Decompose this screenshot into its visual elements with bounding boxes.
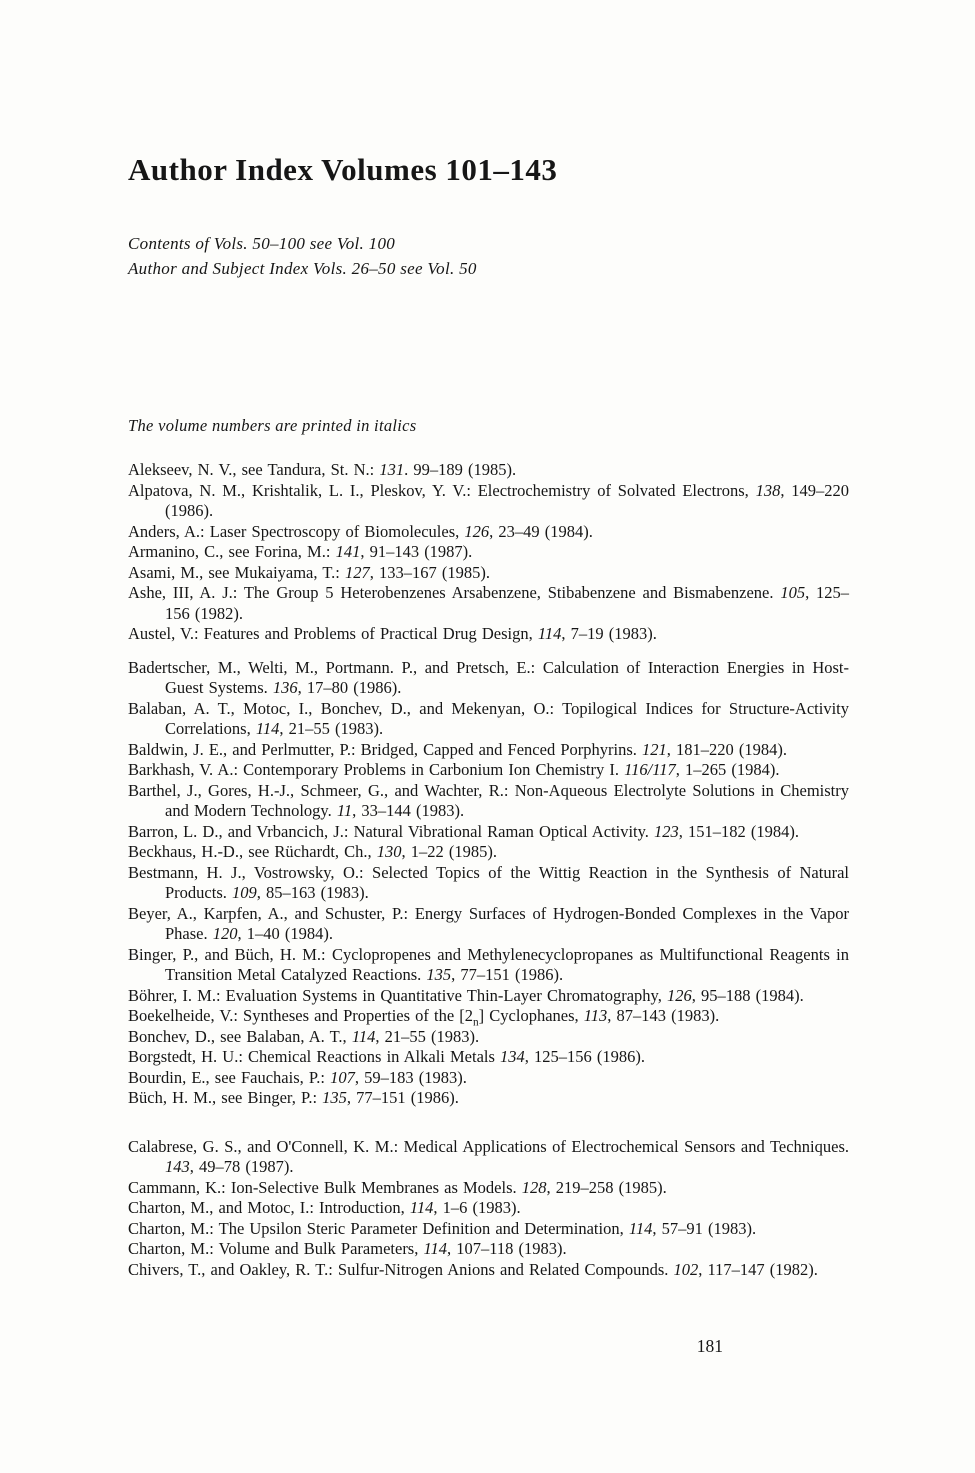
entry-text: Austel, V.: Features and Problems of Practical Drug Design, (128, 624, 538, 644)
index-entry (128, 542, 849, 563)
volume-number: 134 (500, 1047, 525, 1067)
volume-number: 11 (336, 801, 353, 821)
entry-text: , 7–19 (1983). (561, 624, 657, 644)
index-section-C (128, 1137, 849, 1281)
entry-text: . 99–189 (1985). (404, 460, 517, 480)
entry-text: , 57–91 (1983). (652, 1218, 757, 1238)
entry-text: , 77–151 (1986). (346, 1088, 459, 1108)
entry-text: , 133–167 (1985). (369, 562, 491, 582)
entry-text: Chivers, T., and Oakley, R. T.: Sulfur-Nitrogen Anions and Related Compounds. (128, 1259, 674, 1279)
entry-text: Alpatova, N. M., Krishtalik, L. I., Pleskov, Y. V.: Electrochemistry of Solvated Electrons, (128, 480, 756, 500)
entry-text: , 149–220 (1986). (165, 480, 849, 521)
index-entry (128, 1260, 849, 1281)
entry-text: Bourdin, E., see Fauchais, P.: (128, 1067, 331, 1087)
volume-number: 120 (212, 924, 238, 944)
index-entry (128, 740, 849, 761)
index-entry (128, 1027, 849, 1048)
index-section-B (128, 658, 849, 1109)
page-content (128, 0, 849, 1356)
volume-number: 107 (330, 1067, 355, 1087)
index-section-A (128, 460, 849, 645)
index-entry (128, 760, 849, 781)
volume-number: 121 (641, 739, 667, 759)
entry-text: Charton, M.: The Upsilon Steric Parameter Definition and Determination, (128, 1218, 629, 1238)
entry-text: Charton, M., and Motoc, I.: Introduction, (128, 1198, 410, 1218)
index-entry (128, 1219, 849, 1240)
entry-text: , 95–188 (1984). (691, 985, 804, 1005)
entry-text: Baldwin, J. E., and Perlmutter, P.: Bridged, Capped and Fenced Porphyrins. (128, 739, 642, 759)
volume-number: 113 (583, 1006, 608, 1026)
entry-text: Boekelheide, V.: Syntheses and Properties of the [2 (128, 1006, 474, 1026)
volume-number: 141 (335, 542, 361, 562)
italics-note: The volume numbers are printed in italics (128, 416, 417, 436)
entry-text: , 107–118 (1983). (447, 1239, 567, 1259)
entry-text: Bonchev, D., see Balaban, A. T., (128, 1026, 352, 1046)
entry-text: , 219–258 (1985). (546, 1177, 667, 1197)
author-index-list (128, 460, 849, 1280)
entry-text: Asami, M., see Mukaiyama, T.: (128, 562, 346, 582)
entry-text: Calabrese, G. S., and O'Connell, K. M.: Medical Applications of Electrochemical Sensors and Techniques. (128, 1136, 849, 1156)
entry-text: , 1–40 (1984). (237, 924, 333, 944)
entry-text: , 125–156 (1986). (524, 1047, 646, 1067)
entry-text: , 21–55 (1983). (375, 1026, 480, 1046)
volume-number: 114 (255, 719, 280, 739)
entry-text: Ashe, III, A. J.: The Group 5 Heterobenzenes Arsabenzene, Stibabenzene and Bismabenzene. (128, 583, 781, 603)
entry-text: Alekseev, N. V., see Tandura, St. N.: (128, 460, 380, 480)
subscript: n (473, 1016, 479, 1029)
page-number: 181 (696, 1336, 723, 1356)
index-entry (128, 1047, 849, 1068)
index-entry (128, 1239, 849, 1260)
entry-text: , 49–78 (1987). (189, 1157, 294, 1177)
volume-number: 114 (351, 1026, 376, 1046)
entry-text: Balaban, A. T., Motoc, I., Bonchev, D., and Mekenyan, O.: Topilogical Indices for Structure-Activity Correlations, (128, 698, 849, 739)
page-title: Author Index Volumes 101–143 (128, 152, 558, 187)
index-entry (128, 522, 849, 543)
entry-text: Barron, L. D., and Vrbancich, J.: Natural Vibrational Raman Optical Activity. (128, 821, 655, 841)
index-entry (128, 563, 849, 584)
index-entry (128, 658, 849, 699)
volume-number: 116/117 (624, 760, 676, 780)
entry-text: , 85–163 (1983). (256, 883, 369, 903)
volume-number: 136 (272, 678, 298, 698)
index-entry (128, 1006, 849, 1027)
entry-text: , 181–220 (1984). (666, 739, 787, 759)
index-entry (128, 1178, 849, 1199)
entry-text: , 125–156 (1982). (165, 583, 849, 623)
index-entry (128, 781, 849, 822)
index-entry (128, 822, 849, 843)
entry-text: Binger, P., and Büch, H. M.: Cyclopropenes and Methylenecyclopropanes as Multifunctional Reagents in Transition Metal Catalyzed Reactions. (128, 944, 849, 985)
entry-text: , 87–143 (1983). (607, 1006, 720, 1026)
entry-text: , 117–147 (1982). (698, 1259, 818, 1279)
index-entry (128, 699, 849, 740)
entry-text: Armanino, C., see Forina, M.: (128, 542, 336, 562)
volume-number: 114 (423, 1239, 448, 1259)
entry-text: , 77–151 (1986). (451, 965, 564, 985)
entry-text: Barthel, J., Gores, H.-J., Schmeer, G., and Wachter, R.: Non-Aqueous Electrolyte Solutions in Chemistry and Modern Technology. (128, 780, 849, 821)
entry-text: Badertscher, M., Welti, M., Portmann. P., and Pretsch, E.: Calculation of Interaction Energies in Host-Guest Systems. (128, 657, 849, 698)
entry-text: Beckhaus, H.-D., see Rüchardt, Ch., (128, 842, 377, 862)
entry-text: Cammann, K.: Ion-Selective Bulk Membranes as Models. (128, 1177, 522, 1197)
index-entry (128, 583, 849, 624)
volume-number: 130 (376, 842, 402, 862)
index-entry (128, 863, 849, 904)
volume-number: 114 (628, 1218, 653, 1238)
index-entry (128, 904, 849, 945)
entry-text: , 23–49 (1984). (489, 521, 593, 541)
entry-text: , 21–55 (1983). (279, 719, 384, 739)
front-note-contents: Contents of Vols. 50–100 see Vol. 100 (128, 234, 396, 254)
entry-text: , 1–22 (1985). (401, 842, 498, 862)
index-entry (128, 624, 849, 645)
volume-number: 127 (345, 562, 370, 582)
entry-text: , 17–80 (1986). (297, 678, 402, 698)
index-entry (128, 986, 849, 1007)
volume-number: 143 (165, 1157, 190, 1177)
index-entry (128, 481, 849, 522)
entry-text: , 33–144 (1983). (352, 801, 465, 821)
volume-number: 135 (322, 1088, 347, 1108)
entry-text: Charton, M.: Volume and Bulk Parameters, (128, 1239, 424, 1259)
volume-number: 109 (232, 883, 257, 903)
entry-text: , 59–183 (1983). (354, 1067, 467, 1087)
volume-number: 131 (379, 460, 405, 480)
index-entry (128, 1068, 849, 1089)
entry-text: Barkhash, V. A.: Contemporary Problems in Carbonium Ion Chemistry I. (128, 760, 625, 780)
entry-text: Büch, H. M., see Binger, P.: (128, 1088, 323, 1108)
entry-text: Borgstedt, H. U.: Chemical Reactions in Alkali Metals (128, 1047, 501, 1067)
entry-text: Böhrer, I. M.: Evaluation Systems in Quantitative Thin-Layer Chromatography, (128, 985, 667, 1005)
index-entry (128, 842, 849, 863)
volume-number: 126 (464, 521, 490, 541)
index-entry (128, 460, 849, 481)
volume-number: 126 (666, 985, 692, 1005)
entry-text: , 1–265 (1984). (675, 760, 780, 780)
volume-number: 102 (673, 1259, 699, 1279)
index-entry (128, 1088, 849, 1109)
front-notes (128, 231, 849, 281)
entry-text: Bestmann, H. J., Vostrowsky, O.: Selected Topics of the Wittig Reaction in the Synthesis of Natural Products. (128, 862, 849, 903)
entry-text: , 151–182 (1984). (678, 821, 800, 841)
entry-text: ] Cyclophanes, (478, 1006, 584, 1026)
entry-text: , 91–143 (1987). (360, 542, 473, 562)
entry-text: Beyer, A., Karpfen, A., and Schuster, P.: Energy Surfaces of Hydrogen-Bonded Complexes in the Vapor Phase. (128, 903, 849, 944)
volume-number: 114 (409, 1198, 434, 1218)
volume-number: 114 (537, 624, 562, 644)
volume-number: 105 (780, 583, 806, 603)
volume-number: 128 (521, 1177, 547, 1197)
volume-number: 135 (426, 965, 452, 985)
index-entry (128, 1137, 849, 1178)
index-entry (128, 945, 849, 986)
entry-text: Anders, A.: Laser Spectroscopy of Biomolecules, (128, 521, 465, 541)
front-note-author-subject: Author and Subject Index Vols. 26–50 see Vol. 50 (128, 259, 477, 279)
volume-number: 138 (755, 480, 781, 500)
entry-text: , 1–6 (1983). (433, 1198, 521, 1218)
volume-number: 123 (654, 821, 679, 841)
index-entry (128, 1198, 849, 1219)
